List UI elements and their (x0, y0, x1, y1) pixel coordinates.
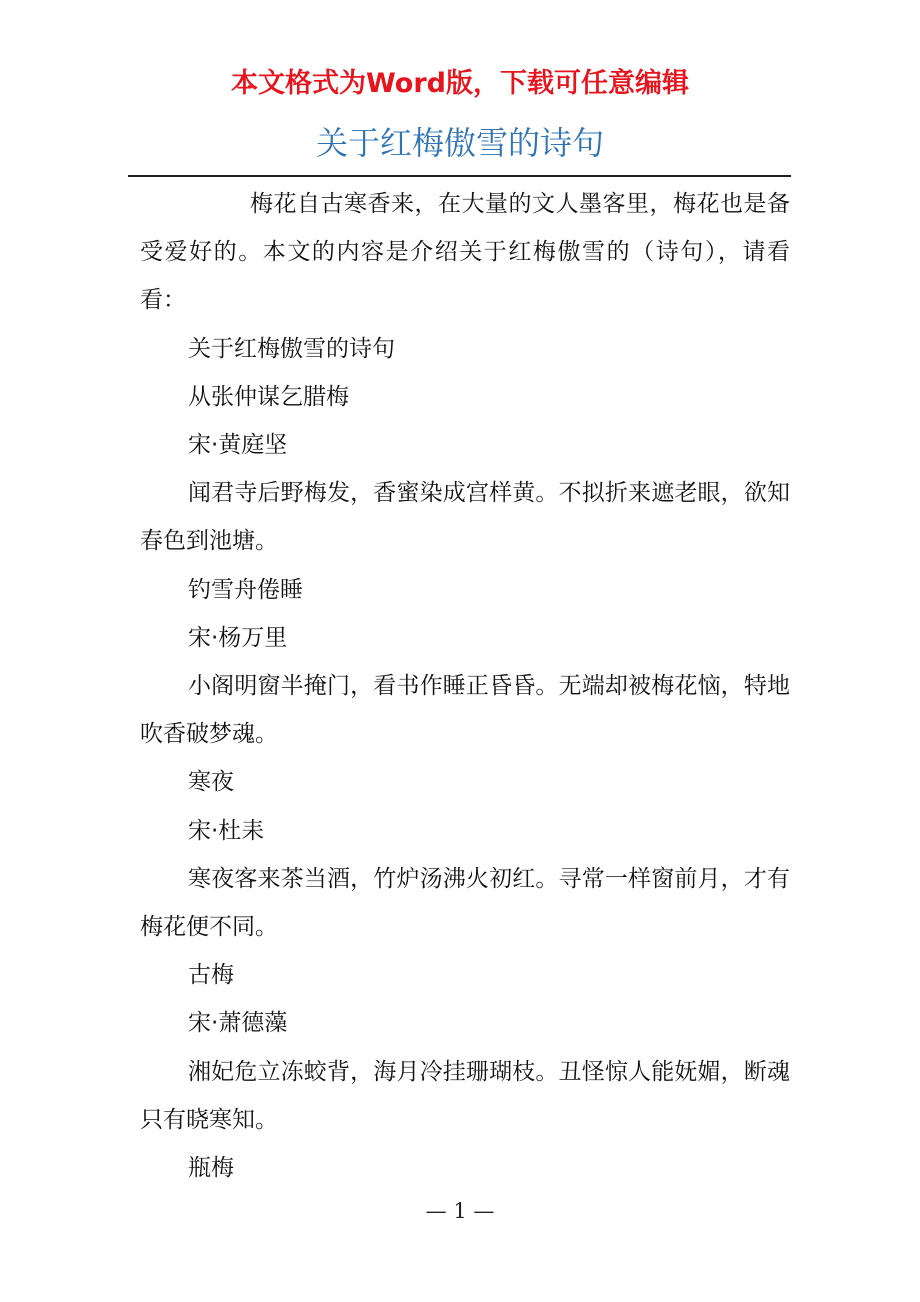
title-divider (128, 175, 791, 177)
poem-author: 宋·杨万里 (188, 624, 288, 651)
poem-title: 从张仲谋乞腊梅 (188, 383, 349, 410)
download-banner: 本文格式为Word版，下载可任意编辑 (230, 68, 689, 99)
section-heading: 关于红梅傲雪的诗句 (188, 335, 395, 362)
poem-author: 宋·杜耒 (188, 817, 265, 844)
intro-paragraph: 梅花自古寒香来，在大量的文人墨客里，梅花也是备受爱好的。本文的内容是介绍关于红梅傲雪的（诗句），请看看： (140, 191, 790, 314)
poem-title: 钓雪舟倦睡 (188, 576, 303, 603)
page-number: — 1 — (425, 1199, 495, 1223)
poem-text: 小阁明窗半掩门，看书作睡正昏昏。无端却被梅花恼，特地吹香破梦魂。 (140, 673, 790, 748)
poem-author: 宋·黄庭坚 (188, 432, 288, 459)
poem-text: 寒夜客来茶当酒，竹炉汤沸火初红。寻常一样窗前月，才有梅花便不同。 (140, 865, 790, 941)
poem-title: 寒夜 (188, 769, 234, 796)
poem-author: 宋·萧德藻 (188, 1010, 288, 1037)
document-title: 关于红梅傲雪的诗句 (315, 124, 604, 162)
document-body (140, 180, 790, 1192)
poem-text: 湘妃危立冻蛟背，海月冷挂珊瑚枝。丑怪惊人能妩媚，断魂只有晓寒知。 (140, 1058, 790, 1133)
poem-title: 古梅 (188, 962, 234, 989)
poem-text: 闻君寺后野梅发，香蜜染成宫样黄。不拟折来遮老眼，欲知春色到池塘。 (140, 480, 790, 555)
poem-title: 瓶梅 (188, 1155, 234, 1182)
